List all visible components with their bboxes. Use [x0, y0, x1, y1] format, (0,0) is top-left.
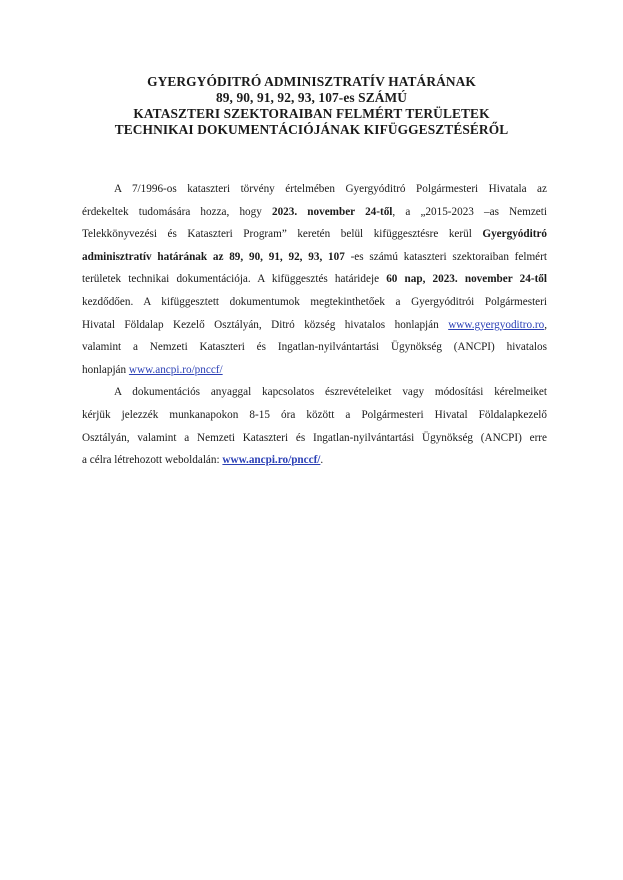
document-title — [60, 74, 563, 138]
paragraph-1 — [82, 178, 547, 381]
gyergyoditro-link[interactable]: www.gyergyoditro.ro — [448, 318, 545, 331]
p1-text: , a „2015-2023 –as Nemzeti — [392, 205, 547, 218]
p1-deadline-bold: 60 nap, 2023. november 24-től — [386, 273, 547, 286]
paragraph-2 — [82, 381, 547, 471]
p1-line — [50, 359, 547, 382]
p2-line — [82, 381, 547, 404]
title-line-2: 89, 90, 91, 92, 93, 107-es SZÁMÚ — [215, 90, 408, 105]
p2-line — [50, 404, 547, 427]
p1-line — [50, 314, 547, 337]
p1-text: Hivatal Földalap Kezelő Osztályán, Ditró község hivatalos honlapján — [82, 318, 449, 331]
p1-line — [50, 201, 547, 224]
p1-text: Telekkönyvezési és Kataszteri Program” keretén belül kifüggesztésre kerül — [82, 228, 483, 241]
p2-line — [50, 449, 547, 472]
document-body — [82, 178, 547, 472]
p1-text: , — [544, 318, 547, 331]
p1-line — [82, 178, 547, 201]
title-line-3: KATASZTERI SZEKTORAIBAN FELMÉRT TERÜLETEK — [133, 106, 490, 121]
p1-text: A 7/1996-os kataszteri törvény értelmében Gyergyóditró Polgármesteri Hivatala az — [114, 183, 547, 195]
p1-line — [50, 268, 547, 291]
p1-text: érdekeltek tudomására hozza, hogy — [82, 205, 272, 218]
p2-text: kérjük jelezzék munkanapokon 8-15 óra között a Polgármesteri Hivatal Földalapkezelő — [82, 408, 547, 421]
ancpi-link-bold[interactable]: www.ancpi.ro/pnccf/ — [222, 454, 321, 467]
p1-text: valamint a Nemzeti Kataszteri és Ingatlan-nyilvántartási Ügynökség (ANCPI) hivatalos — [82, 341, 547, 354]
p1-date-bold: 2023. november 24-től — [271, 205, 393, 218]
p1-bold: adminisztratív határának az 89, 90, 91, 92, 93, 107 — [82, 250, 345, 263]
p1-text: területek technikai dokumentációja. A kifüggesztés határideje — [82, 273, 387, 286]
p1-line — [50, 223, 547, 246]
p1-text: honlapján — [82, 363, 129, 376]
p2-line — [50, 427, 547, 450]
title-line-4: TECHNIKAI DOKUMENTÁCIÓJÁNAK KIFÜGGESZTÉSÉRŐL — [114, 122, 509, 137]
p1-text: -es számú kataszteri szektoraiban felmért — [344, 250, 547, 263]
p1-bold: Gyergyóditró — [482, 228, 547, 241]
p1-line — [50, 336, 547, 359]
p2-text: . — [320, 454, 324, 467]
p2-text: A dokumentációs anyaggal kapcsolatos észrevételeiket vagy módosítási kérelmeiket — [114, 386, 547, 399]
p2-text: Osztályán, valamint a Nemzeti Kataszteri és Ingatlan-nyilvántartási Ügynökség (ANCPI) erre — [82, 431, 547, 444]
p1-line — [50, 291, 547, 314]
title-line-1: GYERGYÓDITRÓ ADMINISZTRATÍV HATÁRÁNAK — [147, 74, 476, 89]
p1-line — [50, 246, 547, 269]
ancpi-link[interactable]: www.ancpi.ro/pnccf/ — [128, 363, 223, 376]
p1-text: kezdődően. A kifüggesztett dokumentumok megtekinthetőek a Gyergyóditrói Polgármesteri — [82, 295, 547, 308]
p2-text: a célra létrehozott weboldalán: — [82, 454, 223, 467]
